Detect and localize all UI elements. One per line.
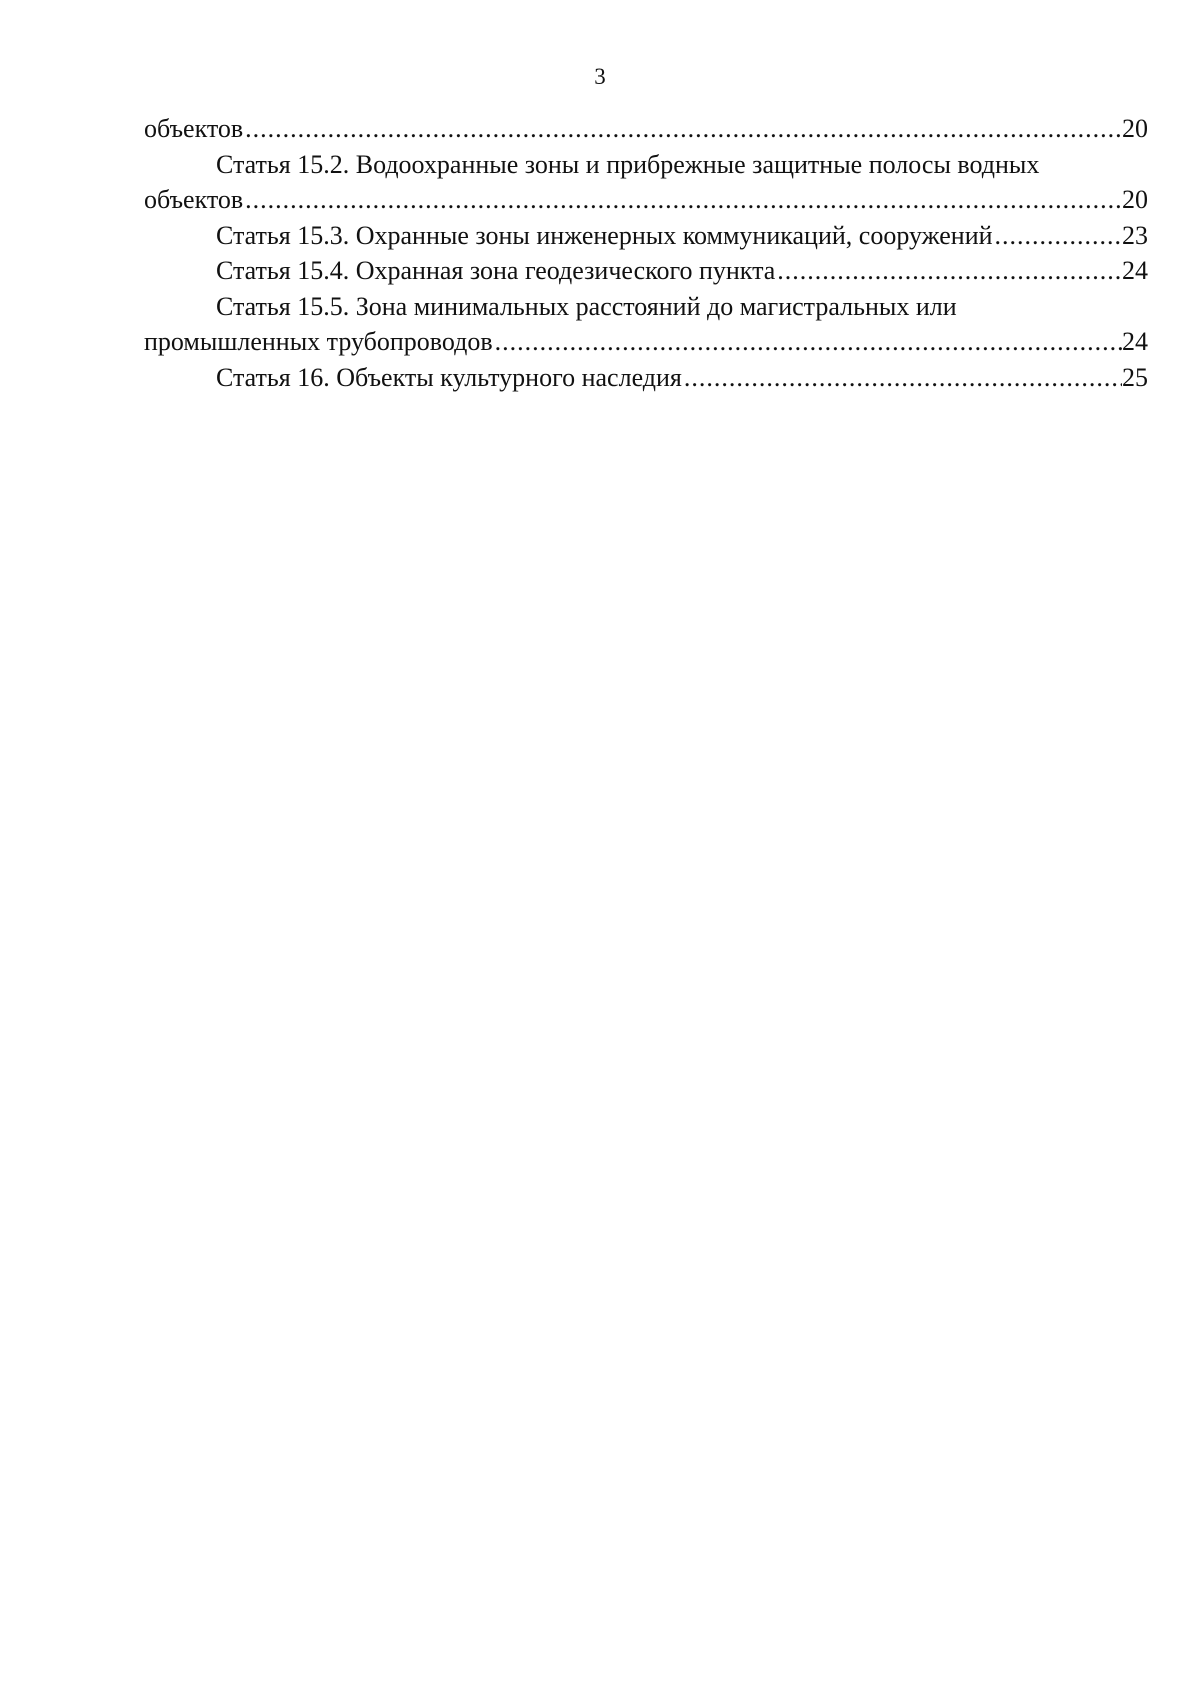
toc-entry-article-15-2[interactable] [144,182,1148,218]
table-of-contents [144,111,1148,395]
toc-entry-article-15-3[interactable] [144,218,1148,254]
dot-leader [993,218,1122,254]
toc-page-number: 20 [1122,114,1148,143]
toc-entry-title: Статья 16. Объекты культурного наследия [216,362,682,392]
toc-entry-title: Статья 15.5. Зона минимальных расстояний до магистральных или [216,291,957,321]
toc-page-number: 25 [1122,362,1148,392]
toc-entry-heading-line[interactable] [144,147,1148,183]
toc-page-number: 23 [1122,220,1148,250]
toc-entry-article-16[interactable] [144,360,1148,396]
toc-entry-continuation[interactable] [144,111,1148,147]
toc-entry-article-15-4[interactable] [144,253,1148,289]
toc-entry-title: Статья 15.4. Охранная зона геодезического пункта [216,256,776,285]
toc-entry-heading-line[interactable] [144,289,1148,325]
toc-entry-title-continued: объектов [144,185,244,214]
page-number: 3 [594,64,606,89]
dot-leader [243,111,1122,147]
toc-page-number: 24 [1122,256,1148,285]
dot-leader [775,253,1122,289]
dot-leader [682,360,1122,396]
toc-entry-title: Статья 15.2. Водоохранные зоны и прибрежные защитные полосы водных [216,149,1040,179]
toc-entry-title: Статья 15.3. Охранные зоны инженерных коммуникаций, сооружений [216,220,993,250]
toc-entry-title: объектов [144,114,244,143]
dot-leader [493,324,1122,360]
toc-page-number: 20 [1122,185,1148,214]
toc-entry-article-15-5[interactable] [144,324,1148,360]
toc-entry-title-continued: промышленных трубопроводов [144,327,493,356]
dot-leader [243,182,1122,218]
toc-page-number: 24 [1122,327,1148,356]
